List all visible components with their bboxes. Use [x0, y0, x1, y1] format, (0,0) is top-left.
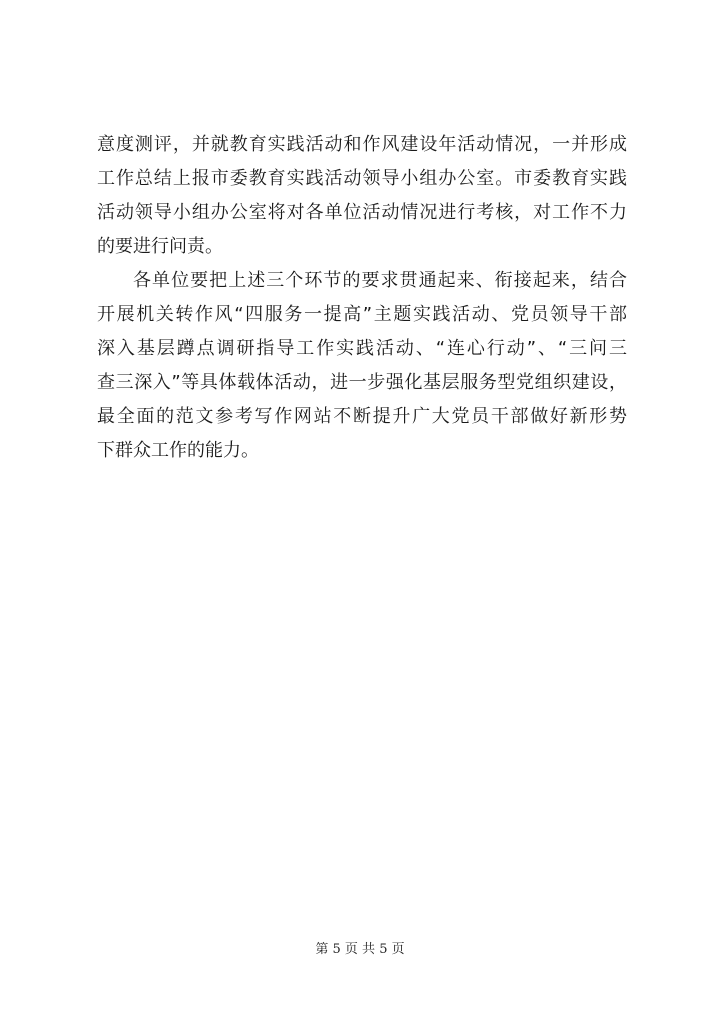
paragraph-line: 的要进行问责。 [97, 236, 223, 257]
paragraph-line: 开展机关转作风“四服务一提高”主题实践活动、党员领导干部 [97, 304, 627, 325]
document-body [97, 128, 627, 468]
paragraph-line: 意度测评，并就教育实践活动和作风建设年活动情况，一并形成 [97, 134, 627, 155]
page-number-footer: 第 5 页 共 5 页 [315, 942, 405, 957]
paragraph-line: 深入基层蹲点调研指导工作实践活动、“连心行动”、“三问三 [97, 338, 627, 359]
paragraph-line: 查三深入”等具体载体活动，进一步强化基层服务型党组织建设， [97, 372, 627, 393]
paragraph-line: 工作总结上报市委教育实践活动领导小组办公室。市委教育实践 [97, 168, 627, 189]
paragraph-line: 各单位要把上述三个环节的要求贯通起来、衔接起来，结合 [133, 270, 627, 291]
paragraph-line: 下群众工作的能力。 [97, 440, 259, 461]
paragraph-line: 活动领导小组办公室将对各单位活动情况进行考核，对工作不力 [97, 202, 627, 223]
paragraph-line: 最全面的范文参考写作网站不断提升广大党员干部做好新形势 [97, 406, 627, 427]
